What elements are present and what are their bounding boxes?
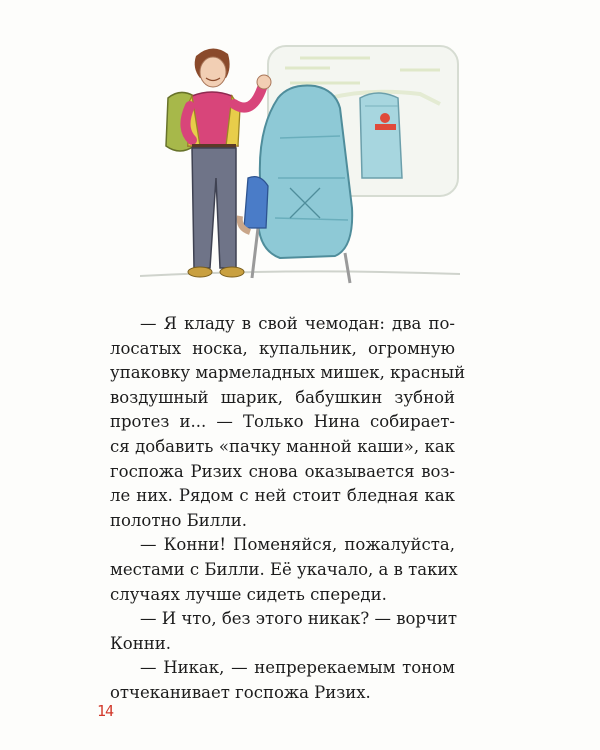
text-line: местами с Билли. Её укачало, а в таких (110, 559, 458, 579)
text-line: воздушный шарик, бабушкин зубной (110, 387, 455, 407)
text-line: Конни. (110, 633, 171, 653)
text-line: полотно Билли. (110, 510, 247, 530)
text-line: — И что, без этого никак? — ворчит (140, 609, 458, 629)
story-text (110, 312, 466, 706)
paragraph (110, 656, 455, 705)
illustration (140, 28, 460, 293)
seated-child (240, 177, 268, 232)
text-line: ся добавить «пачку манной каши», как (110, 436, 455, 456)
text-line: — Никак, — непререкаемым тоном (140, 658, 455, 678)
text-line: протез и... — Только Нина собирает- (110, 412, 455, 432)
text-line: — Конни! Поменяйся, пожалуйста, (140, 535, 455, 555)
text-line: ле них. Рядом с ней стоит бледная как (110, 486, 455, 506)
paragraph (110, 533, 458, 607)
back-seat (360, 93, 402, 178)
text-line: случаях лучше сидеть спереди. (110, 584, 387, 604)
paragraph (110, 607, 458, 656)
page-number: 14 (97, 702, 114, 720)
text-line: — Я кладу в свой чемодан: два по- (140, 314, 455, 333)
text-line: отчеканивает госпожа Ризих. (110, 682, 371, 702)
text-line: упаковку мармеладных мишек, красный (110, 363, 466, 383)
text-line: госпожа Ризих снова оказывается воз- (110, 461, 455, 481)
text-line: лосатых носка, купальник, огромную (110, 338, 455, 358)
paragraph (110, 312, 466, 533)
